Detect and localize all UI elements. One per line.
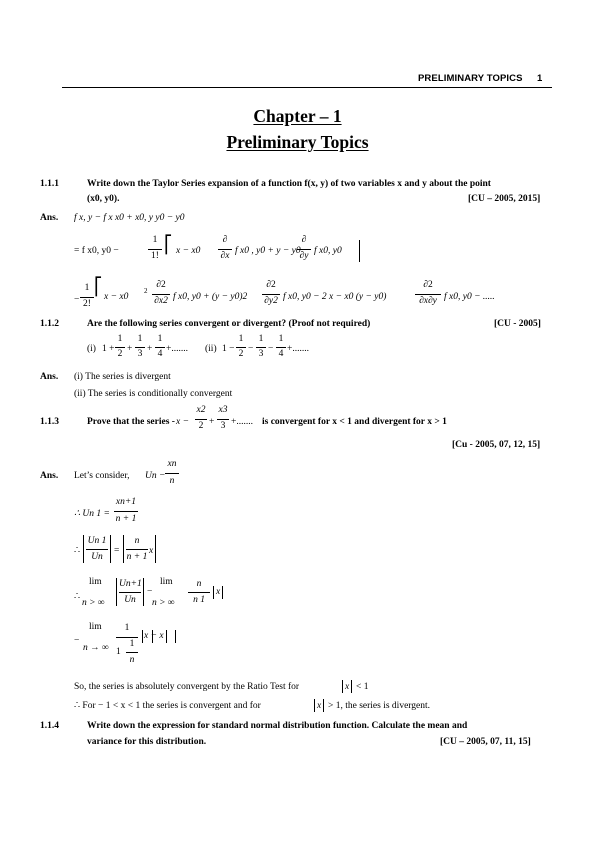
q1-eq3-body3: f x0, y0 − 2 x − x0 (y − y0) (283, 292, 387, 302)
q1-eq2-frac-den: 1! (151, 251, 159, 261)
q3-concl1-abs-right (351, 680, 352, 693)
q2-i-t4-bar (155, 347, 165, 348)
q1-eq2-open-bracket: ⎡ (164, 235, 173, 254)
q2-ii-t3-den: 3 (258, 349, 264, 359)
q3-step4-rnum: n (196, 579, 202, 589)
q3-step3-rbar (126, 549, 148, 550)
q1-eq2-frac-num: 1 (152, 235, 158, 245)
q3-concl2-abs-right (323, 699, 324, 712)
q3-step5-abs2-left (166, 630, 167, 643)
q2-ii-t2-den: 2 (238, 349, 244, 359)
q2-series-i-lead: 1 + (102, 344, 115, 354)
q3-step3-lead: ∴ (74, 546, 81, 556)
header-rule (62, 87, 552, 88)
q3-step3-rnum: n (134, 536, 140, 546)
q3-number: 1.1.3 (40, 417, 59, 427)
q3-lets-consider: Let’s consider, (74, 471, 130, 481)
q1-eq3-body4: f x0, y0 − ..... (444, 292, 495, 302)
q2-ii-t4-bar (276, 347, 286, 348)
q3-step5-lim: lim (89, 622, 102, 632)
q3-t2-den: 2 (198, 421, 204, 431)
q2-series-ii-tail: +....... (287, 344, 309, 354)
q3-step2-bar (114, 511, 138, 512)
q1-equation-line1: f x, y − f x x0 + x0, y y0 − y0 (74, 213, 185, 223)
q1-eq3-dxy-den: ∂x∂y (419, 296, 437, 306)
q2-i-t3-bar (135, 347, 145, 348)
q1-reference: [CU – 2005, 2015] (468, 194, 541, 204)
q2-series-i-label: (i) (87, 344, 96, 354)
q3-un-lhs: Un − (145, 471, 166, 481)
q3-step3-den: Un (91, 552, 103, 562)
q2-ii-t2-num: 1 (238, 334, 244, 344)
q3-step5-den-a: 1 (116, 647, 121, 657)
q3-step3-abs-right (110, 535, 111, 563)
q4-question-line2: variance for this distribution. (87, 737, 207, 747)
q1-eq2-frac-bar (148, 249, 162, 250)
q3-step4-rden: n 1 (193, 595, 205, 605)
q1-eq3-body: x − x0 (104, 292, 129, 302)
q2-i-t4-num: 1 (157, 334, 163, 344)
q3-step2-den: n + 1 (115, 514, 137, 524)
chapter-title: Preliminary Topics (226, 132, 369, 152)
q1-eq2-partial-num: ∂ (222, 235, 228, 245)
q3-step5-num: 1 (124, 623, 130, 633)
q2-ii-t2-bar (236, 347, 246, 348)
q2-i-t2-num: 1 (117, 334, 123, 344)
q3-step5-abs1-right (152, 630, 153, 643)
q3-series-x: x − (176, 417, 190, 427)
q3-question-a: Prove that the series - (87, 417, 175, 427)
q3-step5-lead: − (74, 636, 80, 646)
q2-series-ii-label: (ii) (205, 344, 217, 354)
q3-step4-lead: ∴ (74, 592, 81, 602)
q3-question-b: is convergent for x < 1 and divergent for x > 1 (262, 417, 447, 427)
q1-eq3-d2x-bar (152, 294, 170, 295)
q2-ii-t3-num: 1 (258, 334, 264, 344)
q3-concl1-abs-left (342, 680, 343, 693)
q2-i-t3-num: 1 (137, 334, 143, 344)
q2-series-ii-lead: 1 − (222, 344, 235, 354)
q1-eq3-body2: f x0, y0 + (y − y0)2 (173, 292, 248, 302)
q3-series-tail: +....... (231, 417, 253, 427)
q2-answer-label: Ans. (40, 372, 59, 382)
q3-step3-eq: = (114, 546, 120, 556)
q3-answer-label: Ans. (40, 471, 59, 481)
q3-step4-rbar (188, 592, 210, 593)
q3-step5-den-c: n (129, 655, 135, 665)
q3-step4-abs-right (143, 578, 144, 606)
q3-step5-den-b: 1 (129, 639, 135, 649)
q1-eq3-frac-num: 1 (84, 283, 90, 293)
q3-step5-tail: x − x (144, 631, 164, 641)
q3-conclusion-2: ∴ For − 1 < x < 1 the series is convergent and for (74, 701, 261, 711)
q3-step3-rden: n + 1 (126, 552, 148, 562)
q3-step4-x-abs-left (213, 586, 214, 599)
q1-question-line1: Write down the Taylor Series expansion of a function f(x, y) of two variables x and y about the point (87, 179, 491, 189)
q1-eq2-body3: f x0, y0 (314, 246, 342, 256)
page-number: 1 (537, 73, 543, 84)
q4-number: 1.1.4 (40, 721, 59, 731)
q3-step3-bar (86, 549, 108, 550)
q2-i-t2-den: 2 (117, 349, 123, 359)
q3-step4-eq: − (147, 587, 153, 597)
q3-step3-abs-left (83, 535, 84, 563)
q1-number: 1.1.1 (40, 179, 59, 189)
q1-eq2-partial2-num: ∂ (301, 235, 307, 245)
q3-t3-num: x3 (218, 405, 228, 415)
q3-step4-abs-left (116, 578, 117, 606)
q3-concl2-x: x (317, 701, 322, 711)
q3-step3-num: Un 1 (87, 536, 107, 546)
q2-ii-t4-den: 4 (278, 349, 284, 359)
q3-step4-x-abs-right (222, 586, 223, 599)
q3-t3-den: 3 (220, 421, 226, 431)
q3-step4-sub: n > ∞ (82, 598, 105, 608)
q3-concl1-x: x (345, 682, 350, 692)
q1-eq3-lead: − (74, 295, 80, 305)
q1-eq3-d2y-bar (262, 294, 280, 295)
q3-concl2-tail: > 1, the series is divergent. (328, 701, 431, 711)
q3-step5-sub: n → ∞ (83, 643, 109, 653)
q2-i-t4-den: 4 (157, 349, 163, 359)
q3-concl2-abs-left (314, 699, 315, 712)
q1-eq2-partial-bar (218, 249, 232, 250)
q3-step2-lhs: ∴ Un 1 = (74, 509, 110, 519)
q3-un-den: n (169, 476, 175, 486)
q1-question-line2: (x0, y0). (87, 194, 120, 204)
q3-un-bar (165, 473, 179, 474)
q3-t2-bar (195, 419, 207, 420)
q2-i-plus2: + (147, 344, 153, 354)
q1-eq3-frac-bar (80, 297, 94, 298)
q2-question: Are the following series convergent or divergent? (Proof not required) (87, 319, 371, 329)
q3-un-num: xn (167, 459, 177, 469)
q1-eq2-lead: = f x0, y0 − (74, 246, 119, 256)
q3-step4-lim2: lim (160, 577, 173, 587)
q2-i-t3-den: 3 (137, 349, 143, 359)
q1-answer-label: Ans. (40, 213, 59, 223)
q3-step4-num: Un+1 (119, 579, 142, 589)
q2-answer-ii: (ii) The series is conditionally convergent (74, 389, 233, 399)
q3-step5-abs2-right (175, 630, 176, 643)
q2-ii-minus1: − (248, 344, 254, 354)
q2-answer-i: (i) The series is divergent (74, 372, 171, 382)
q3-step3-x: x (149, 546, 154, 556)
q1-eq2-partial2-den: ∂y (299, 251, 309, 261)
q1-eq3-d2x-num: ∂2 (156, 280, 166, 290)
q3-step3-abs2-right (155, 535, 156, 563)
chapter-number: Chapter – 1 (253, 106, 342, 126)
q3-plus: + (209, 417, 215, 427)
q1-eq3-dxy-num: ∂2 (423, 280, 433, 290)
q3-t3-bar (217, 419, 229, 420)
q3-step2-num: xn+1 (115, 497, 137, 507)
q1-eq3-dxy-bar (415, 294, 441, 295)
q2-ii-t4-num: 1 (278, 334, 284, 344)
q1-eq2-close-bar (359, 240, 360, 262)
q1-eq2-partial-den: ∂x (220, 251, 230, 261)
q3-concl1-tail: < 1 (356, 682, 369, 692)
q3-step4-x: x (216, 587, 221, 597)
q3-conclusion-1: So, the series is absolutely convergent by the Ratio Test for (74, 682, 300, 692)
q1-eq3-d2y-den: ∂y2 (264, 296, 278, 306)
q1-eq3-d2x-den: ∂x2 (154, 296, 168, 306)
q3-t2-num: x2 (196, 405, 206, 415)
q3-step5-den-bar (126, 652, 138, 653)
q3-step4-bar (119, 592, 141, 593)
q2-i-plus1: + (127, 344, 133, 354)
q3-step4-sub2: n > ∞ (152, 598, 175, 608)
q3-step5-abs1-left (142, 630, 143, 643)
running-title: PRELIMINARY TOPICS (418, 73, 523, 84)
q1-eq3-square: 2 (144, 287, 148, 295)
q2-number: 1.1.2 (40, 319, 59, 329)
q1-eq2-body2: f x0 , y0 + y − y0 (235, 246, 301, 256)
q3-step4-lim: lim (89, 577, 102, 587)
q4-reference: [CU – 2005, 07, 11, 15] (440, 737, 531, 747)
q2-reference: [CU - 2005] (494, 319, 541, 329)
q1-eq2-partial2-bar (297, 249, 311, 250)
q3-step5-bar (116, 637, 138, 638)
q1-eq3-frac-den: 2! (83, 299, 91, 309)
q3-reference: [Cu - 2005, 07, 12, 15] (452, 440, 541, 450)
q2-i-t2-bar (115, 347, 125, 348)
q2-ii-minus2: − (268, 344, 274, 354)
q1-eq3-d2y-num: ∂2 (266, 280, 276, 290)
q1-eq3-open-bracket: ⎡ (94, 277, 103, 296)
q2-series-i-tail: +....... (166, 344, 188, 354)
q4-question-line1: Write down the expression for standard normal distribution function. Calculate the mean and (87, 721, 468, 731)
q3-step4-den: Un (124, 595, 136, 605)
q1-eq2-body: x − x0 (176, 246, 201, 256)
q2-ii-t3-bar (256, 347, 266, 348)
q3-step3-abs2-left (123, 535, 124, 563)
